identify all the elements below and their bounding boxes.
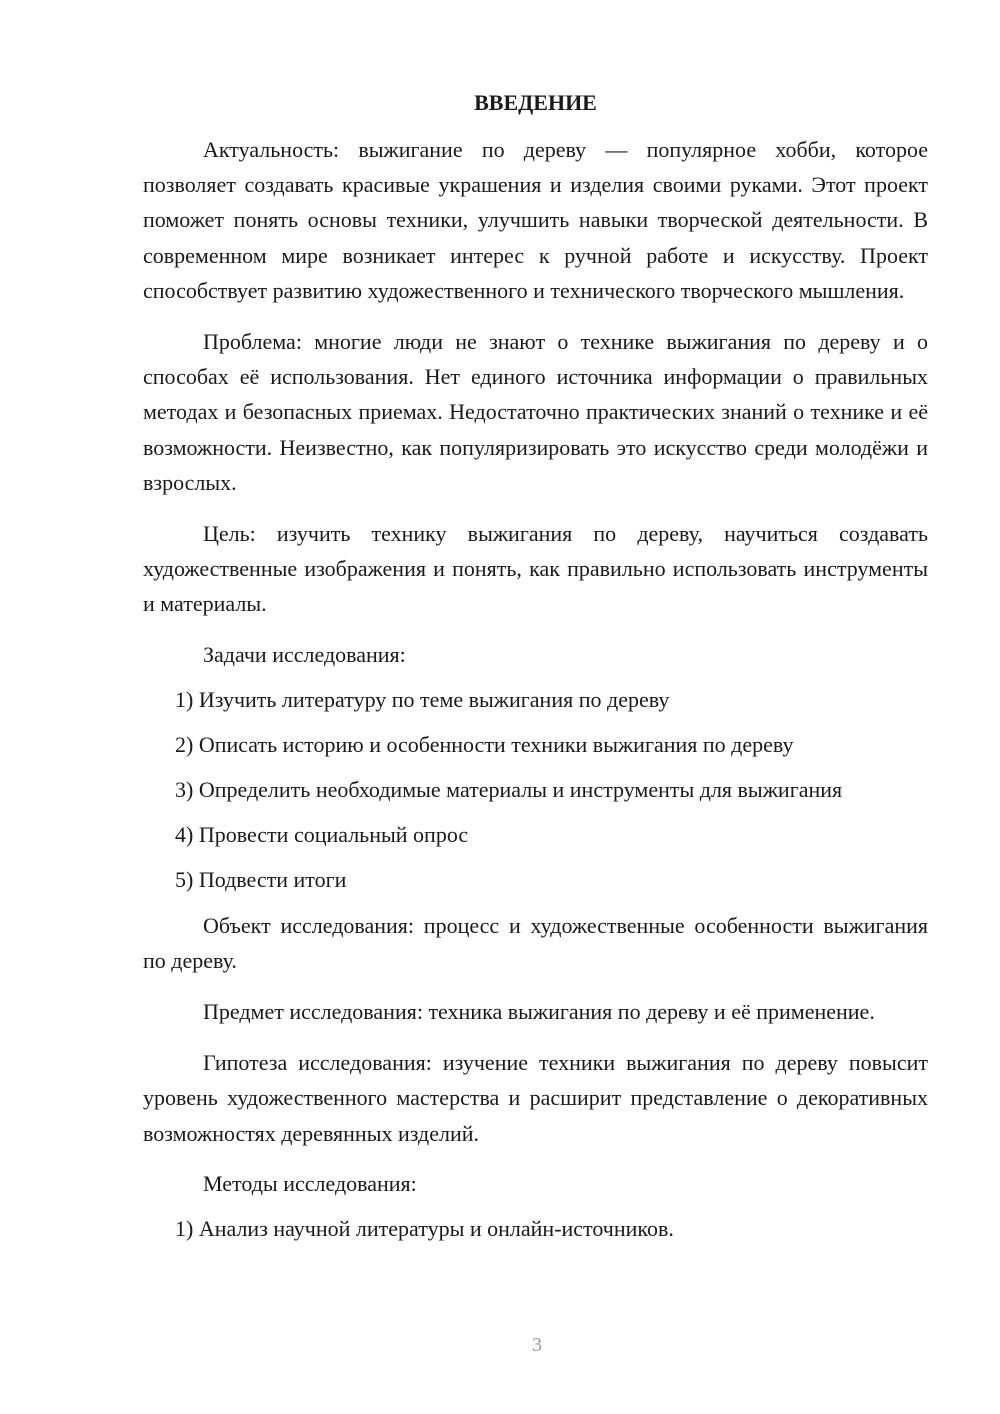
task-item: 5) Подвести итоги [175,866,347,892]
problem-paragraph: Проблема: многие люди не знают о технике выжигания по дереву и о способах её использования. Нет единого источника информации о правильных методах и безопасных приемах. Недостаточно практических знаний о технике и её возможности. Неизвестно, как популяризировать это искусство среди молодёжи и взрослых. [143,329,928,495]
document-page [143,88,928,1257]
tasks-heading: Задачи исследования: [203,641,406,667]
task-item: 2) Описать историю и особенности техники выжигания по дереву [175,731,794,757]
method-item: 1) Анализ научной литературы и онлайн-источников. [175,1215,674,1241]
task-item: 3) Определить необходимые материалы и инструменты для выжигания [175,776,843,802]
object-paragraph: Объект исследования: процесс и художественные особенности выжигания по дереву. [143,912,928,973]
page-title: ВВЕДЕНИЕ [474,90,597,115]
hypothesis-paragraph: Гипотеза исследования: изучение техники выжигания по дереву повысит уровень художественного мастерства и расширит представление о декоративных возможностях деревянных изделий. [143,1050,928,1146]
subject-paragraph: Предмет исследования: техника выжигания по дереву и её применение. [203,999,875,1025]
task-item: 4) Провести социальный опрос [175,821,469,847]
methods-heading: Методы исследования: [203,1170,417,1196]
page-number: 3 [532,1334,542,1356]
task-item: 1) Изучить литературу по теме выжигания по дереву [175,686,670,712]
relevance-paragraph: Актуальность: выжигание по дереву — популярное хобби, которое позволяет создавать красивые украшения и изделия своими руками. Этот проект поможет понять основы техники, улучшить навыки творческой деятельности. В современном мире возникает интерес к ручной работе и искусству. Проект способствует развитию художественного и технического творческого мышления. [143,137,928,303]
goal-paragraph: Цель: изучить технику выжигания по дереву, научиться создавать художественные изображения и понять, как правильно использовать инструменты и материалы. [143,521,928,617]
